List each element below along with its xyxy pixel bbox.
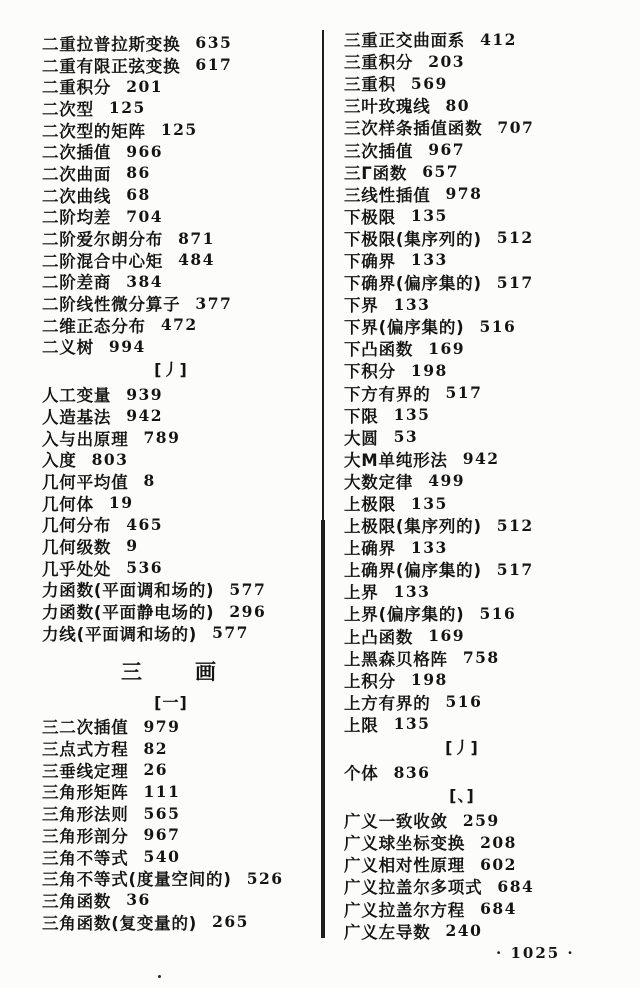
index-entry: [344, 382, 630, 404]
index-entry: [344, 492, 630, 514]
entry-term: 三角形矩阵: [42, 783, 129, 803]
index-entry: [344, 448, 630, 470]
entry-term: 二义树: [42, 338, 94, 358]
entry-page-number: 836: [393, 762, 431, 782]
entry-term: 上凸函数: [344, 627, 414, 647]
entry-page-number: 384: [126, 271, 164, 291]
entry-term: 上限: [344, 715, 379, 735]
index-entry: [42, 119, 320, 141]
entry-term: 三叶玫瑰线: [344, 97, 431, 117]
entry-page-number: 135: [393, 405, 431, 425]
entry-term: 二阶爱尔朗分布: [42, 230, 164, 250]
index-entry: [344, 831, 630, 853]
entry-term: 大圆: [344, 428, 379, 448]
index-entry: [344, 116, 630, 138]
index-entry: [344, 713, 630, 735]
index-entry: [42, 470, 320, 492]
entry-page-number: 789: [143, 428, 181, 448]
entry-page-number: 516: [445, 692, 483, 712]
entry-page-number: 86: [126, 163, 151, 183]
entry-term: 三角形法则: [42, 805, 129, 825]
index-entry: [344, 271, 630, 293]
left-column: [42, 32, 320, 932]
entry-term: 三重积: [344, 75, 396, 95]
index-entry: [42, 162, 320, 184]
entry-term: 入与出原理: [42, 429, 129, 449]
entry-page-number: 80: [445, 95, 471, 115]
entry-term: 下确界(偏序集的): [344, 274, 482, 294]
index-entry: [42, 557, 320, 579]
entry-page-number: 617: [195, 55, 233, 75]
entry-page-number: 516: [479, 603, 517, 623]
entry-page-number: 565: [143, 803, 181, 823]
entry-term: 下确界: [344, 251, 396, 271]
entry-page-number: 707: [497, 117, 535, 137]
entry-page-number: 265: [212, 912, 249, 932]
index-entry: [42, 889, 320, 911]
entry-term: 下凸函数: [344, 340, 414, 360]
radical-subsection-header: [一]: [154, 692, 188, 712]
index-entry: [344, 359, 630, 381]
entry-page-number: 111: [143, 781, 181, 801]
entry-page-number: 758: [462, 648, 500, 668]
entry-page-number: 133: [393, 294, 431, 314]
index-entry: [42, 206, 320, 228]
entry-term: 上界(偏序集的): [344, 605, 465, 625]
index-entry: [42, 383, 320, 405]
index-entry: [42, 781, 320, 803]
entry-term: 三Γ函数: [344, 163, 408, 183]
index-entry: [344, 809, 630, 831]
index-entry: [344, 625, 630, 647]
entry-term: 广义拉盖尔多项式: [344, 878, 483, 898]
entry-page-number: 942: [126, 406, 164, 426]
index-entry: [344, 691, 630, 713]
entry-page-number: 684: [497, 876, 535, 896]
entry-term: 下积分: [344, 362, 396, 382]
entry-term: 上极限: [344, 495, 396, 515]
entry-term: 三垂线定理: [42, 761, 129, 781]
entry-page-number: 135: [410, 493, 448, 513]
index-entry: [42, 249, 320, 271]
entry-page-number: 9: [126, 536, 139, 556]
entry-term: 下极限: [344, 207, 396, 227]
entry-term: 下方有界的: [344, 384, 431, 404]
entry-term: 几何体: [42, 494, 94, 514]
index-entry: [42, 535, 320, 557]
entry-page-number: 966: [126, 141, 164, 161]
entry-page-number: 133: [410, 537, 448, 557]
index-entry: [344, 249, 630, 271]
entry-term: 上积分: [344, 671, 396, 691]
entry-term: 二阶混合中心矩: [42, 251, 164, 271]
index-entry: [42, 622, 320, 644]
index-entry: [42, 271, 320, 293]
entry-term: 上黑森贝格阵: [344, 649, 448, 669]
column-divider-rule: [322, 30, 324, 542]
index-entry: [344, 875, 630, 897]
entry-term: 二阶线性微分算子: [42, 295, 181, 315]
index-entry: [344, 72, 630, 94]
entry-term: 广义球坐标变换: [344, 834, 466, 854]
index-entry: [344, 94, 630, 116]
entry-page-number: 602: [480, 854, 517, 874]
entry-page-number: 994: [108, 336, 146, 356]
entry-term: 人工变量: [42, 386, 112, 406]
entry-page-number: 978: [445, 184, 483, 204]
index-entry: [42, 846, 320, 868]
entry-term: 力线(平面调和场的): [42, 624, 198, 644]
entry-page-number: 135: [410, 206, 448, 226]
entry-term: 三角函数: [42, 891, 112, 911]
entry-page-number: 942: [462, 449, 500, 469]
entry-term: 三二次插值: [42, 718, 129, 738]
entry-page-number: 208: [480, 832, 517, 852]
entry-term: 二阶均差: [42, 208, 112, 228]
entry-term: 力函数(平面静电场的): [42, 603, 215, 623]
index-entry: [42, 427, 320, 449]
entry-page-number: 512: [496, 228, 534, 248]
entry-term: 上界: [344, 583, 379, 603]
entry-page-number: 26: [143, 760, 169, 780]
entry-page-number: 472: [160, 315, 198, 335]
entry-page-number: 517: [445, 383, 483, 403]
entry-term: 上确界(偏序集的): [344, 561, 482, 581]
entry-term: 广义一致收敛: [344, 812, 448, 832]
entry-term: 二维正态分布: [42, 316, 146, 336]
entry-term: 上方有界的: [344, 693, 431, 713]
entry-term: 三重积分: [344, 53, 414, 73]
entry-page-number: 169: [428, 338, 466, 358]
entry-page-number: 577: [212, 623, 249, 643]
entry-page-number: 68: [126, 185, 151, 205]
entry-page-number: 8: [143, 471, 156, 491]
index-entry: [42, 513, 320, 535]
section-header-char: 三: [121, 659, 143, 684]
index-entry: [42, 314, 320, 336]
entry-page-number: 540: [143, 847, 181, 867]
index-entry: [344, 470, 630, 492]
index-entry: [344, 426, 630, 448]
entry-term: 三次样条插值函数: [344, 119, 483, 139]
entry-term: 三线性插值: [344, 185, 431, 205]
index-entry: [42, 737, 320, 759]
index-entry: [344, 227, 630, 249]
index-entry: [42, 405, 320, 427]
entry-page-number: 967: [143, 825, 181, 845]
column-divider-rule-thick: [321, 520, 325, 938]
entry-term: 下界: [344, 296, 379, 316]
entry-term: 广义拉盖尔方程: [344, 900, 466, 920]
entry-term: 力函数(平面调和场的): [42, 581, 215, 601]
entry-term: 二重拉普拉斯变换: [42, 34, 181, 54]
index-entry: [344, 293, 630, 315]
index-entry: [42, 600, 320, 622]
entry-page-number: 803: [91, 449, 129, 469]
entry-term: 人造基法: [42, 407, 112, 427]
entry-term: 二重有限正弦变换: [42, 56, 181, 76]
entry-page-number: 979: [143, 716, 181, 736]
entry-page-number: 516: [479, 316, 517, 336]
index-entry: [42, 97, 320, 119]
index-entry: [42, 448, 320, 470]
entry-page-number: 577: [229, 579, 267, 599]
entry-page-number: 967: [428, 140, 466, 160]
entry-term: 大M单纯形法: [344, 450, 448, 470]
entry-page-number: 133: [410, 250, 448, 270]
radical-subsection-header: [、]: [449, 786, 475, 806]
index-entry: [344, 183, 630, 205]
entry-page-number: 512: [496, 515, 534, 535]
entry-page-number: 259: [462, 810, 500, 830]
entry-term: 广义相对性原理: [344, 856, 466, 876]
index-entry: [344, 558, 630, 580]
entry-term: 下极限(集序列的): [344, 229, 482, 249]
index-entry: [344, 404, 630, 426]
index-entry: [344, 337, 630, 359]
index-entry: [344, 897, 630, 919]
entry-term: 二次型: [42, 99, 94, 119]
entry-page-number: 125: [108, 98, 146, 118]
entry-term: 三角不等式: [42, 848, 129, 868]
entry-page-number: 377: [195, 293, 233, 313]
index-entry: [42, 336, 320, 358]
stroke-count-section-header: [42, 656, 320, 686]
index-entry: [42, 492, 320, 514]
entry-page-number: 135: [393, 714, 431, 734]
entry-page-number: 169: [428, 626, 466, 646]
entry-term: 二次型的矩阵: [42, 121, 146, 141]
entry-page-number: 36: [126, 890, 151, 910]
index-entry: [42, 579, 320, 601]
right-column: [344, 28, 630, 942]
index-entry: [42, 140, 320, 162]
entry-term: 几何分布: [42, 516, 112, 536]
index-entry: [42, 292, 320, 314]
entry-page-number: 484: [178, 250, 215, 270]
entry-term: 二次曲线: [42, 186, 112, 206]
entry-term: 几何平均值: [42, 472, 129, 492]
index-entry: [42, 759, 320, 781]
entry-page-number: 657: [422, 162, 460, 182]
entry-page-number: 517: [496, 272, 534, 292]
index-entry: [344, 602, 630, 624]
index-entry: [344, 138, 630, 160]
entry-page-number: 536: [126, 558, 164, 578]
index-entry: [42, 867, 320, 889]
index-entry: [344, 580, 630, 602]
index-entry: [344, 514, 630, 536]
index-entry: [344, 161, 630, 183]
entry-term: 下限: [344, 406, 379, 426]
index-entry: [42, 32, 320, 54]
entry-page-number: 201: [126, 76, 164, 96]
entry-page-number: 871: [178, 228, 215, 248]
entry-term: 三次插值: [344, 141, 414, 161]
entry-page-number: 465: [126, 514, 164, 534]
index-entry: [42, 227, 320, 249]
entry-term: 二次曲面: [42, 164, 112, 184]
page-number: · 1025 ·: [496, 944, 575, 962]
entry-term: 几何级数: [42, 537, 112, 557]
entry-term: 三点式方程: [42, 740, 129, 760]
entry-term: 三角不等式(度量空间的): [42, 870, 232, 890]
index-entry: [42, 911, 320, 933]
entry-term: 二阶差商: [42, 273, 112, 293]
index-entry: [344, 50, 630, 72]
entry-page-number: 133: [393, 581, 431, 601]
index-entry: [344, 647, 630, 669]
entry-page-number: 198: [410, 670, 448, 690]
entry-page-number: 569: [410, 73, 448, 93]
entry-page-number: 517: [496, 559, 534, 579]
index-entry: [42, 802, 320, 824]
index-entry: [344, 315, 630, 337]
index-entry: [42, 824, 320, 846]
entry-page-number: 684: [480, 899, 517, 919]
scan-speck: [158, 975, 161, 978]
index-entry: [42, 716, 320, 738]
entry-page-number: 635: [195, 33, 233, 53]
entry-page-number: 82: [143, 738, 169, 758]
entry-term: 入度: [42, 451, 77, 471]
entry-page-number: 198: [410, 360, 448, 380]
entry-page-number: 125: [160, 120, 198, 140]
entry-term: 三角形剖分: [42, 826, 129, 846]
index-entry: [344, 853, 630, 875]
index-entry: [344, 536, 630, 558]
entry-term: 几乎处处: [42, 559, 112, 579]
index-entry: [344, 669, 630, 691]
section-header-char: 画: [195, 659, 217, 684]
entry-page-number: 939: [126, 384, 164, 404]
entry-page-number: 203: [428, 51, 466, 71]
entry-page-number: 526: [246, 868, 284, 888]
entry-term: 三角函数(复变量的): [42, 913, 198, 933]
index-entry: [42, 184, 320, 206]
index-entry: [344, 205, 630, 227]
index-entry: [344, 761, 630, 783]
entry-term: 二重积分: [42, 78, 112, 98]
entry-term: 个体: [344, 764, 379, 784]
entry-term: 下界(偏序集的): [344, 318, 465, 338]
radical-subsection-header: [丿]: [445, 738, 479, 757]
entry-page-number: 240: [445, 921, 483, 941]
entry-term: 广义左导数: [344, 922, 431, 942]
entry-term: 上确界: [344, 539, 396, 559]
entry-page-number: 53: [393, 427, 419, 447]
index-entry: [42, 75, 320, 97]
entry-page-number: 296: [229, 601, 267, 621]
entry-page-number: 704: [126, 206, 164, 226]
entry-term: 三重正交曲面系: [344, 31, 466, 51]
entry-term: 大数定律: [344, 472, 414, 492]
entry-term: 二次插值: [42, 143, 112, 163]
entry-term: 上极限(集序列的): [344, 517, 482, 537]
entry-page-number: 19: [108, 493, 134, 513]
index-entry: [42, 54, 320, 76]
index-entry: [344, 28, 630, 50]
radical-subsection-header: [丿]: [154, 360, 188, 380]
index-entry: [344, 920, 630, 942]
entry-page-number: 412: [480, 29, 517, 49]
entry-page-number: 499: [428, 471, 466, 491]
